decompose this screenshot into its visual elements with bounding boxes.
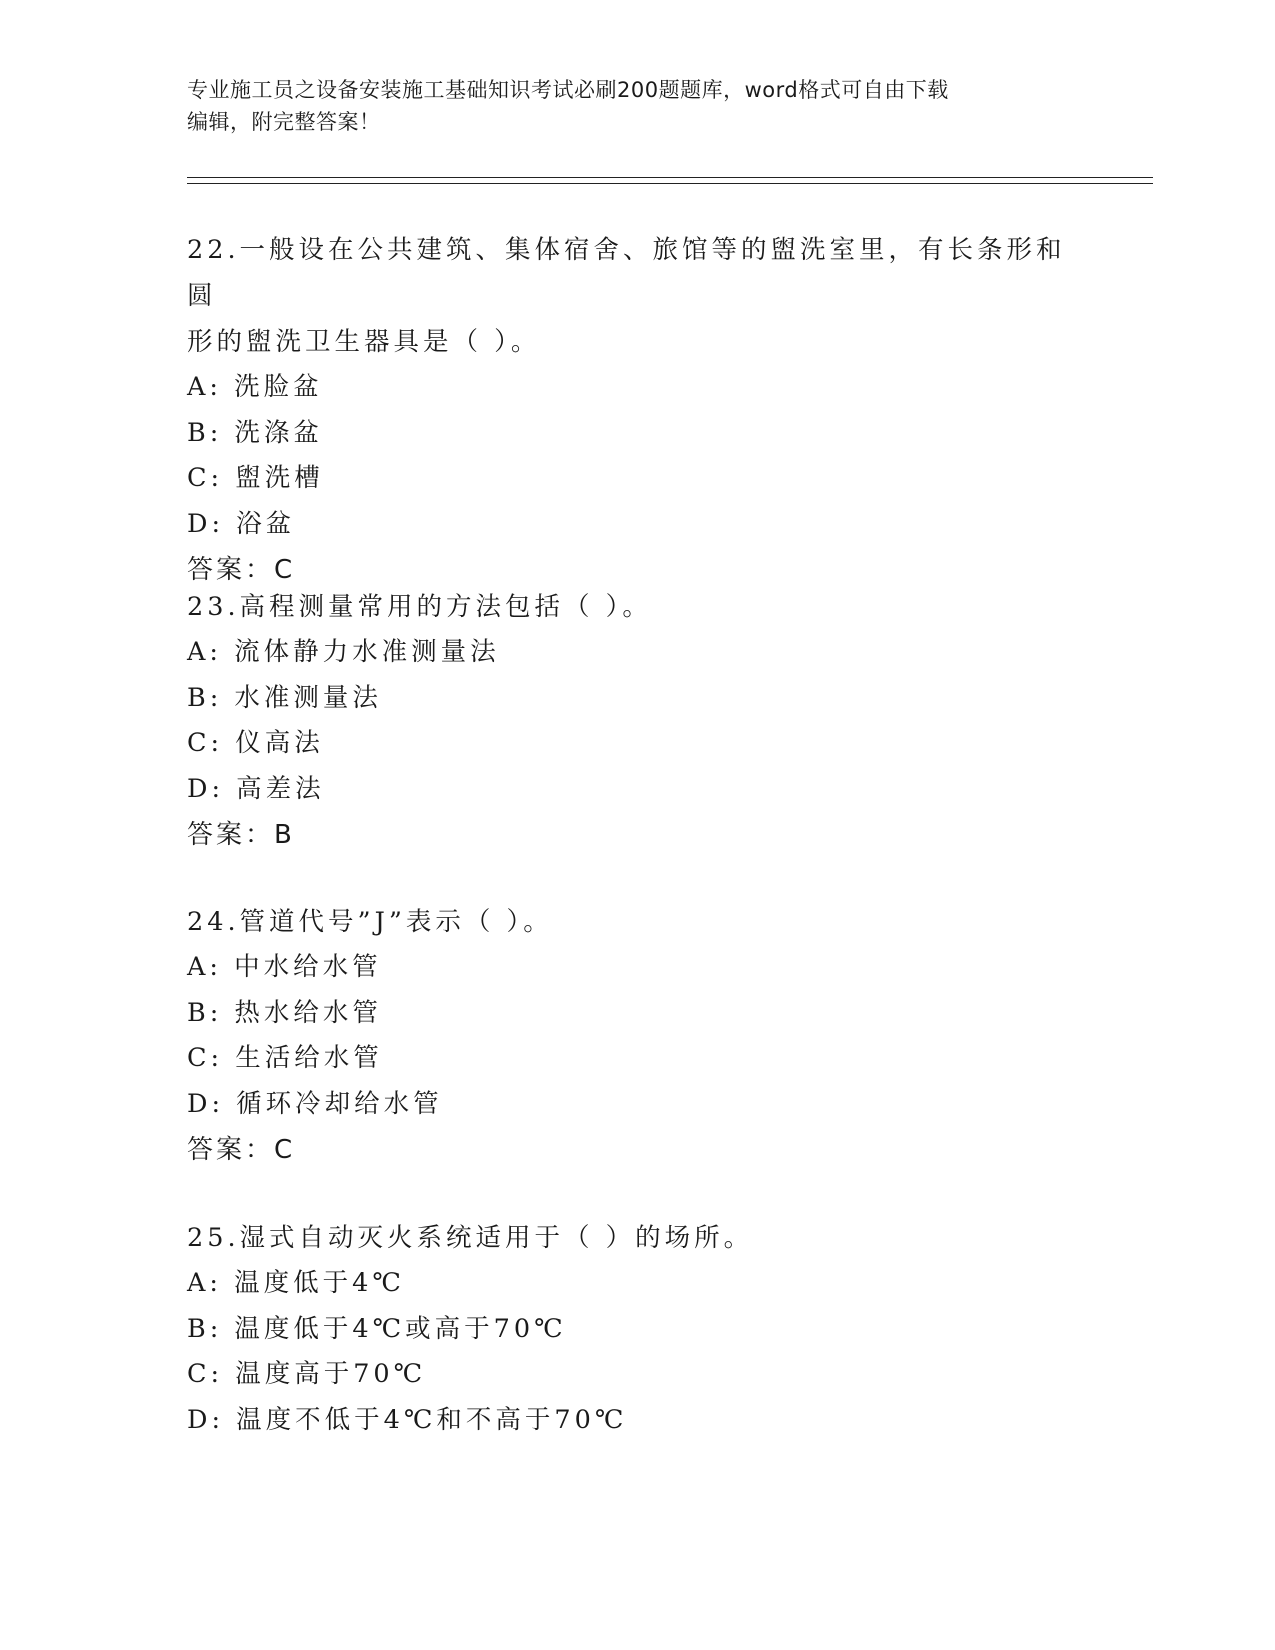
answer-label: 答案：: [187, 820, 275, 850]
question-stem: 22.一般设在公共建筑、集体宿舍、旅馆等的盥洗室里，有长条形和圆: [187, 235, 1066, 311]
option-c: C: 生活给水管: [187, 1043, 383, 1073]
answer-line: [187, 1127, 1087, 1173]
question-23: [187, 584, 1087, 858]
header-line-2: 编辑，附完整答案！: [187, 110, 381, 134]
question-stem: 23.高程测量常用的方法包括（ ）。: [187, 592, 652, 622]
option-d: D: 浴盆: [187, 508, 296, 539]
option-c: C: 温度高于70℃: [187, 1359, 427, 1389]
option-d: D: 循环冷却给水管: [187, 1088, 443, 1119]
answer-label: 答案：: [187, 555, 275, 585]
option-b: B: 温度低于4℃或高于70℃: [187, 1313, 567, 1344]
question-stem: 24.管道代号”J”表示（ ）。: [187, 907, 553, 937]
option-a: A: 温度低于4℃: [187, 1268, 405, 1298]
option-c: C: 仪高法: [187, 728, 324, 758]
question-24: [187, 899, 1087, 1173]
option-a: A: 流体静力水准测量法: [187, 637, 500, 667]
header-divider-bottom: [187, 183, 1153, 184]
option-b: B: 水准测量法: [187, 682, 382, 713]
option-d: D: 高差法: [187, 773, 325, 804]
option-b: B: 热水给水管: [187, 997, 382, 1028]
option-a: A: 洗脸盆: [187, 372, 323, 402]
header-divider-top: [187, 177, 1153, 178]
answer-line: [187, 812, 1087, 858]
option-d: D: 温度不低于4℃和不高于70℃: [187, 1404, 628, 1435]
option-c: C: 盥洗槽: [187, 463, 324, 493]
answer-label: 答案：: [187, 1135, 275, 1165]
question-stem-continued: 形的盥洗卫生器具是（ ）。: [187, 327, 541, 357]
answer-value: B: [274, 820, 293, 850]
answer-value: C: [274, 1135, 294, 1165]
question-stem: 25.湿式自动灭火系统适用于（ ）的场所。: [187, 1223, 754, 1253]
question-22: [187, 227, 1087, 593]
answer-value: C: [274, 555, 294, 585]
question-25: [187, 1215, 1087, 1443]
option-a: A: 中水给水管: [187, 952, 382, 982]
header-line-1: 专业施工员之设备安装施工基础知识考试必刷200题题库，word格式可自由下载: [187, 78, 949, 102]
document-header: [187, 74, 1067, 138]
option-b: B: 洗涤盆: [187, 417, 323, 448]
